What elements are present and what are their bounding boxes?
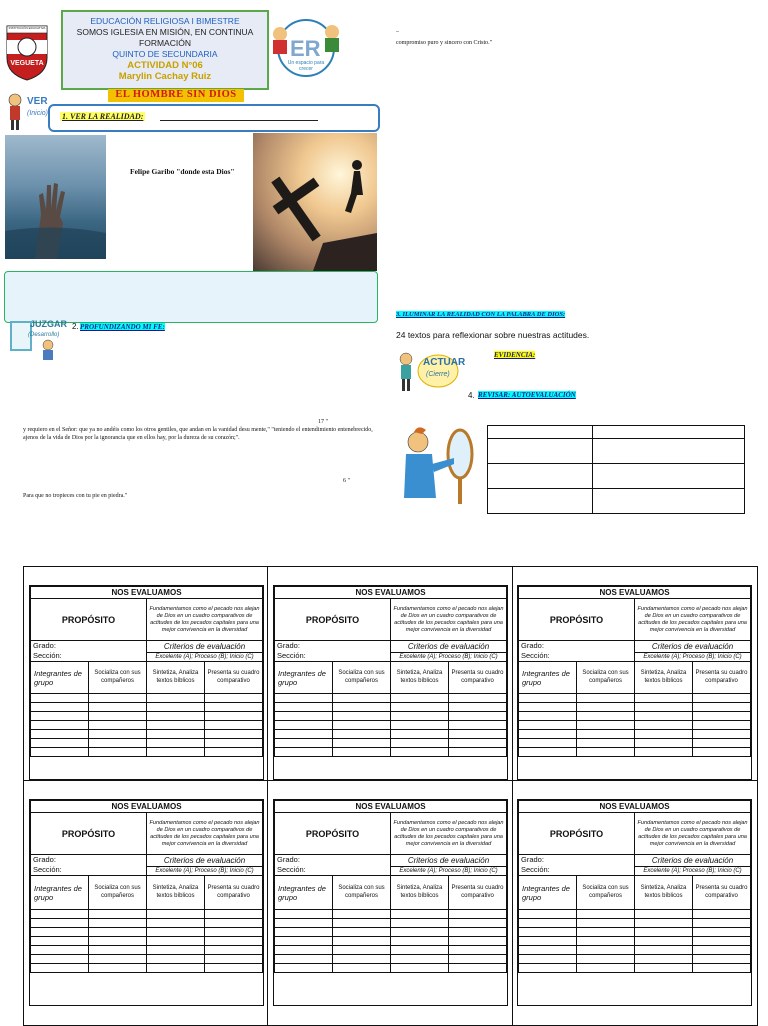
table-cell[interactable] xyxy=(488,464,593,489)
card-col-sintetiza: Sintetiza, Analiza textos bíblicos xyxy=(391,662,449,694)
table-cell[interactable] xyxy=(89,964,147,973)
table-cell[interactable] xyxy=(147,739,205,748)
table-cell[interactable] xyxy=(449,928,507,937)
table-cell[interactable] xyxy=(275,694,333,703)
table-cell[interactable] xyxy=(693,910,751,919)
table-cell[interactable] xyxy=(275,712,333,721)
card-grado-seccion[interactable]: Grado: Sección: xyxy=(519,855,635,876)
card-proposito: PROPÓSITO xyxy=(31,599,147,641)
table-cell[interactable] xyxy=(693,694,751,703)
table-cell[interactable] xyxy=(693,964,751,973)
horizontal-divider xyxy=(24,780,757,781)
table-cell[interactable] xyxy=(577,919,635,928)
table-cell[interactable] xyxy=(31,928,89,937)
table-cell[interactable] xyxy=(275,955,333,964)
card-fundamento: Fundamentamos como el pecado nos alejan de Dios en un cuadro comparativos de actitudes de los pecados capitales para una mejor convivencia en la diversidad xyxy=(391,599,507,641)
table-cell[interactable] xyxy=(89,712,147,721)
table-cell[interactable] xyxy=(333,937,391,946)
table-cell[interactable] xyxy=(391,712,449,721)
ephesians-text: y requiero en el Señor: que ya no andéis como los otros gentiles, que andan en la vanidad desu mente," "teniendo el entendimiento entenebrecido, ajenos de la vida de Dios por la ignorancia que en ellos hay, por la dureza de su corazón;". xyxy=(23,427,373,441)
table-cell[interactable] xyxy=(635,955,693,964)
table-cell[interactable] xyxy=(693,928,751,937)
table-cell[interactable] xyxy=(635,703,693,712)
table-cell[interactable] xyxy=(449,946,507,955)
table-cell[interactable] xyxy=(693,730,751,739)
table-cell[interactable] xyxy=(593,489,745,514)
revisar-label: REVISAR: AUTOEVALUACIÓN xyxy=(478,391,576,399)
table-cell[interactable] xyxy=(635,910,693,919)
header-teacher: Marylin Cachay Ruiz xyxy=(118,71,212,82)
table-cell[interactable] xyxy=(205,937,263,946)
table-cell[interactable] xyxy=(205,730,263,739)
table-cell[interactable] xyxy=(593,464,745,489)
table-cell[interactable] xyxy=(147,955,205,964)
table-cell[interactable] xyxy=(205,955,263,964)
table-cell[interactable] xyxy=(89,694,147,703)
table-cell[interactable] xyxy=(635,964,693,973)
table-cell[interactable] xyxy=(391,919,449,928)
table-cell[interactable] xyxy=(693,721,751,730)
card-grado-seccion[interactable]: Grado: Sección: xyxy=(31,855,147,876)
table-cell[interactable] xyxy=(577,703,635,712)
table-cell[interactable] xyxy=(147,748,205,757)
table-cell[interactable] xyxy=(333,739,391,748)
card-integrantes: Integrantes de grupo xyxy=(31,876,89,910)
table-cell[interactable] xyxy=(635,730,693,739)
card-criterios: Criterios de evaluación xyxy=(391,641,507,653)
table-cell[interactable] xyxy=(205,694,263,703)
right-top-text: compromiso puro y sincero con Cristo." xyxy=(396,40,493,46)
table-cell[interactable] xyxy=(333,928,391,937)
cross-image xyxy=(253,133,377,271)
evidencia-label: EVIDENCIA: xyxy=(494,351,536,359)
table-cell[interactable] xyxy=(577,937,635,946)
card-title: NOS EVALUAMOS xyxy=(275,587,507,599)
vertical-divider xyxy=(267,567,268,1025)
header-course: EDUCACIÓN RELIGIOSA I BIMESTRE xyxy=(90,16,240,26)
table-cell[interactable] xyxy=(519,703,577,712)
card-proposito: PROPÓSITO xyxy=(31,813,147,855)
table-cell[interactable] xyxy=(519,964,577,973)
card-integrantes: Integrantes de grupo xyxy=(275,662,333,694)
table-cell[interactable] xyxy=(333,748,391,757)
ver-answer-line[interactable] xyxy=(160,120,318,121)
table-cell[interactable] xyxy=(519,910,577,919)
table-cell[interactable] xyxy=(449,748,507,757)
table-cell[interactable] xyxy=(519,946,577,955)
table-cell[interactable] xyxy=(89,748,147,757)
evaluation-card xyxy=(273,585,508,780)
table-cell[interactable] xyxy=(147,712,205,721)
table-cell[interactable] xyxy=(31,703,89,712)
table-cell[interactable] xyxy=(275,937,333,946)
table-cell[interactable] xyxy=(577,712,635,721)
table-cell[interactable] xyxy=(577,748,635,757)
ver-character-icon: VER (Inicio) xyxy=(5,92,47,132)
header-grade: QUINTO DE SECUNDARIA xyxy=(112,49,218,59)
table-cell[interactable] xyxy=(577,946,635,955)
table-cell[interactable] xyxy=(519,955,577,964)
table-cell[interactable] xyxy=(275,730,333,739)
table-cell[interactable] xyxy=(147,946,205,955)
table-cell[interactable] xyxy=(488,426,593,439)
table-cell[interactable] xyxy=(635,748,693,757)
table-cell[interactable] xyxy=(205,910,263,919)
table-cell[interactable] xyxy=(89,928,147,937)
evaluation-card xyxy=(29,799,264,1006)
card-escala: Excelente (A); Proceso (B); Inicio (C) xyxy=(147,867,263,876)
table-cell[interactable] xyxy=(635,694,693,703)
card-col-presenta: Presenta su cuadro comparativo xyxy=(693,876,751,910)
table-cell[interactable] xyxy=(333,703,391,712)
mirror-image xyxy=(396,418,478,514)
table-cell[interactable] xyxy=(519,721,577,730)
card-col-socializa: Socializa con sus compañeros xyxy=(333,876,391,910)
card-criterios: Criterios de evaluación xyxy=(147,855,263,867)
table-cell[interactable] xyxy=(519,712,577,721)
table-cell[interactable] xyxy=(31,946,89,955)
card-criterios: Criterios de evaluación xyxy=(391,855,507,867)
table-cell[interactable] xyxy=(693,703,751,712)
table-cell[interactable] xyxy=(449,919,507,928)
answer-box[interactable] xyxy=(4,271,378,323)
header-unit: SOMOS IGLESIA EN MISIÓN, EN CONTINUA xyxy=(76,27,254,37)
table-cell[interactable] xyxy=(31,955,89,964)
card-title: NOS EVALUAMOS xyxy=(31,801,263,813)
table-cell[interactable] xyxy=(519,919,577,928)
card-escala: Excelente (A); Proceso (B); Inicio (C) xyxy=(391,867,507,876)
table-cell[interactable] xyxy=(205,721,263,730)
table-cell[interactable] xyxy=(205,748,263,757)
table-cell[interactable] xyxy=(391,748,449,757)
table-cell[interactable] xyxy=(333,955,391,964)
table-cell[interactable] xyxy=(205,919,263,928)
card-title: NOS EVALUAMOS xyxy=(31,587,263,599)
table-cell[interactable] xyxy=(577,730,635,739)
table-cell[interactable] xyxy=(635,928,693,937)
table-cell[interactable] xyxy=(449,694,507,703)
card-criterios: Criterios de evaluación xyxy=(635,855,751,867)
card-col-sintetiza: Sintetiza, Analiza textos bíblicos xyxy=(147,662,205,694)
table-cell[interactable] xyxy=(205,964,263,973)
card-col-presenta: Presenta su cuadro comparativo xyxy=(205,876,263,910)
table-cell[interactable] xyxy=(519,748,577,757)
card-escala: Excelente (A); Proceso (B); Inicio (C) xyxy=(635,867,751,876)
evidencia-table xyxy=(487,425,745,513)
table-cell[interactable] xyxy=(147,928,205,937)
table-cell[interactable] xyxy=(577,739,635,748)
activity-header xyxy=(61,10,269,90)
table-cell[interactable] xyxy=(391,721,449,730)
card-col-socializa: Socializa con sus compañeros xyxy=(89,662,147,694)
table-cell[interactable] xyxy=(31,937,89,946)
table-cell[interactable] xyxy=(31,730,89,739)
card-fundamento: Fundamentamos como el pecado nos alejan de Dios en un cuadro comparativos de actitudes de los pecados capitales para una mejor convivencia en la diversidad xyxy=(635,599,751,641)
card-col-presenta: Presenta su cuadro comparativo xyxy=(449,662,507,694)
table-cell[interactable] xyxy=(147,919,205,928)
table-cell[interactable] xyxy=(89,919,147,928)
card-proposito: PROPÓSITO xyxy=(519,599,635,641)
table-cell[interactable] xyxy=(333,694,391,703)
table-cell[interactable] xyxy=(31,739,89,748)
table-cell[interactable] xyxy=(333,919,391,928)
table-cell[interactable] xyxy=(333,946,391,955)
table-cell[interactable] xyxy=(577,910,635,919)
juzgar-label: PROFUNDIZANDO MI FE: xyxy=(80,323,165,331)
card-title: NOS EVALUAMOS xyxy=(519,587,751,599)
iluminar-label: 3. ILUMINAR LA REALIDAD CON LA PALABRA DE DIOS: xyxy=(396,311,566,318)
table-cell[interactable] xyxy=(519,730,577,739)
table-cell[interactable] xyxy=(593,426,745,439)
table-cell[interactable] xyxy=(89,910,147,919)
table-cell[interactable] xyxy=(577,964,635,973)
table-cell[interactable] xyxy=(449,955,507,964)
card-title: NOS EVALUAMOS xyxy=(275,801,507,813)
er-logo-icon: ER Un espacio para crecer xyxy=(266,14,346,80)
table-cell[interactable] xyxy=(519,694,577,703)
table-cell[interactable] xyxy=(31,694,89,703)
card-col-sintetiza: Sintetiza, Analiza textos bíblicos xyxy=(147,876,205,910)
card-proposito: PROPÓSITO xyxy=(275,599,391,641)
table-cell[interactable] xyxy=(488,439,593,464)
table-cell[interactable] xyxy=(205,739,263,748)
ephesians-verse: 17 " xyxy=(318,419,328,425)
table-cell[interactable] xyxy=(635,919,693,928)
card-escala: Excelente (A); Proceso (B); Inicio (C) xyxy=(147,653,263,662)
table-cell[interactable] xyxy=(205,703,263,712)
table-cell[interactable] xyxy=(275,919,333,928)
card-proposito: PROPÓSITO xyxy=(275,813,391,855)
table-cell[interactable] xyxy=(391,937,449,946)
table-cell[interactable] xyxy=(89,955,147,964)
table-cell[interactable] xyxy=(391,946,449,955)
header-unit-cont: FORMACIÓN xyxy=(139,38,191,48)
table-cell[interactable] xyxy=(391,955,449,964)
page-title: EL HOMBRE SIN DIOS xyxy=(108,89,244,102)
table-cell[interactable] xyxy=(275,721,333,730)
table-cell[interactable] xyxy=(519,937,577,946)
table-cell[interactable] xyxy=(519,739,577,748)
table-cell[interactable] xyxy=(391,694,449,703)
card-col-presenta: Presenta su cuadro comparativo xyxy=(693,662,751,694)
table-cell[interactable] xyxy=(635,946,693,955)
table-cell[interactable] xyxy=(147,937,205,946)
table-cell[interactable] xyxy=(275,964,333,973)
table-cell[interactable] xyxy=(147,694,205,703)
card-integrantes: Integrantes de grupo xyxy=(519,662,577,694)
card-proposito: PROPÓSITO xyxy=(519,813,635,855)
table-cell[interactable] xyxy=(333,910,391,919)
table-cell[interactable] xyxy=(693,712,751,721)
card-col-sintetiza: Sintetiza, Analiza textos bíblicos xyxy=(391,876,449,910)
card-integrantes: Integrantes de grupo xyxy=(275,876,333,910)
table-cell[interactable] xyxy=(205,946,263,955)
table-cell[interactable] xyxy=(89,703,147,712)
card-escala: Excelente (A); Proceso (B); Inicio (C) xyxy=(391,653,507,662)
card-integrantes: Integrantes de grupo xyxy=(519,876,577,910)
card-col-sintetiza: Sintetiza, Analiza textos bíblicos xyxy=(635,876,693,910)
table-cell[interactable] xyxy=(275,946,333,955)
table-cell[interactable] xyxy=(593,439,745,464)
card-col-presenta: Presenta su cuadro comparativo xyxy=(449,876,507,910)
table-cell[interactable] xyxy=(89,946,147,955)
table-cell[interactable] xyxy=(147,703,205,712)
card-integrantes: Integrantes de grupo xyxy=(31,662,89,694)
table-cell[interactable] xyxy=(275,703,333,712)
juzgar-number: 2. xyxy=(72,322,79,331)
psalm-text: Para que no tropieces con tu pie en piedra." xyxy=(23,493,128,499)
card-grado-seccion[interactable]: Grado: Sección: xyxy=(31,641,147,662)
table-cell[interactable] xyxy=(31,721,89,730)
card-grado-seccion[interactable]: Grado: Sección: xyxy=(275,641,391,662)
table-cell[interactable] xyxy=(89,937,147,946)
table-cell[interactable] xyxy=(333,964,391,973)
table-cell[interactable] xyxy=(31,910,89,919)
table-cell[interactable] xyxy=(391,703,449,712)
table-cell[interactable] xyxy=(449,703,507,712)
card-grado-seccion[interactable]: Grado: Sección: xyxy=(519,641,635,662)
table-cell[interactable] xyxy=(391,964,449,973)
table-cell[interactable] xyxy=(147,910,205,919)
card-escala: Excelente (A); Proceso (B); Inicio (C) xyxy=(635,653,751,662)
table-cell[interactable] xyxy=(147,730,205,739)
table-cell[interactable] xyxy=(693,748,751,757)
table-cell[interactable] xyxy=(89,721,147,730)
card-fundamento: Fundamentamos como el pecado nos alejan de Dios en un cuadro comparativos de actitudes de los pecados capitales para una mejor convivencia en la diversidad xyxy=(635,813,751,855)
vertical-divider xyxy=(512,567,513,1025)
actuar-character-icon: ACTUAR (Cierre) xyxy=(396,349,460,395)
header-activity: ACTIVIDAD N°06 xyxy=(127,60,203,71)
card-col-socializa: Socializa con sus compañeros xyxy=(89,876,147,910)
table-cell[interactable] xyxy=(391,730,449,739)
table-cell[interactable] xyxy=(577,721,635,730)
card-col-sintetiza: Sintetiza, Analiza textos bíblicos xyxy=(635,662,693,694)
table-cell[interactable] xyxy=(89,739,147,748)
felipe-caption: Felipe Garibo "donde esta Dios" xyxy=(130,167,235,176)
table-cell[interactable] xyxy=(391,739,449,748)
table-cell[interactable] xyxy=(147,964,205,973)
card-criterios: Criterios de evaluación xyxy=(635,641,751,653)
iluminar-text: 24 textos para reflexionar sobre nuestras actitudes. xyxy=(396,330,590,340)
right-dash: – xyxy=(396,29,399,35)
card-criterios: Criterios de evaluación xyxy=(147,641,263,653)
revisar-number: 4. xyxy=(468,391,475,400)
table-cell[interactable] xyxy=(333,730,391,739)
card-fundamento: Fundamentamos como el pecado nos alejan de Dios en un cuadro comparativos de actitudes de los pecados capitales para una mejor convivencia en la diversidad xyxy=(391,813,507,855)
school-shield-icon: INSTITUCIÓN EDUCATIVA VEGUETA xyxy=(4,22,50,82)
table-cell[interactable] xyxy=(31,712,89,721)
table-cell[interactable] xyxy=(333,712,391,721)
table-cell[interactable] xyxy=(205,712,263,721)
table-cell[interactable] xyxy=(519,928,577,937)
table-cell[interactable] xyxy=(635,712,693,721)
evaluation-card xyxy=(517,799,752,1006)
table-cell[interactable] xyxy=(275,928,333,937)
table-cell[interactable] xyxy=(577,928,635,937)
juzgar-character-icon: JUZGAR (Desarrollo) xyxy=(8,317,64,363)
card-grado-seccion[interactable]: Grado: Sección: xyxy=(275,855,391,876)
table-cell[interactable] xyxy=(449,910,507,919)
table-cell[interactable] xyxy=(31,919,89,928)
evaluation-card xyxy=(29,585,264,780)
table-cell[interactable] xyxy=(635,739,693,748)
table-cell[interactable] xyxy=(693,955,751,964)
card-col-socializa: Socializa con sus compañeros xyxy=(577,662,635,694)
evaluation-card xyxy=(273,799,508,1006)
card-fundamento: Fundamentamos como el pecado nos alejan de Dios en un cuadro comparativos de actitudes de los pecados capitales para una mejor convivencia en la diversidad xyxy=(147,813,263,855)
ver-realidad-label: 1. VER LA REALIDAD: xyxy=(62,112,144,121)
table-cell[interactable] xyxy=(391,910,449,919)
table-cell[interactable] xyxy=(449,712,507,721)
table-cell[interactable] xyxy=(449,964,507,973)
table-cell[interactable] xyxy=(449,937,507,946)
table-cell[interactable] xyxy=(635,937,693,946)
table-cell[interactable] xyxy=(635,721,693,730)
table-cell[interactable] xyxy=(693,946,751,955)
table-cell[interactable] xyxy=(275,748,333,757)
table-cell[interactable] xyxy=(275,910,333,919)
table-cell[interactable] xyxy=(488,489,593,514)
card-fundamento: Fundamentamos como el pecado nos alejan de Dios en un cuadro comparativos de actitudes de los pecados capitales para una mejor convivencia en la diversidad xyxy=(147,599,263,641)
table-cell[interactable] xyxy=(333,721,391,730)
table-cell[interactable] xyxy=(89,730,147,739)
table-cell[interactable] xyxy=(577,694,635,703)
table-cell[interactable] xyxy=(31,748,89,757)
table-cell[interactable] xyxy=(693,937,751,946)
drowning-hand-image xyxy=(5,135,106,259)
table-cell[interactable] xyxy=(449,730,507,739)
card-col-presenta: Presenta su cuadro comparativo xyxy=(205,662,263,694)
card-title: NOS EVALUAMOS xyxy=(519,801,751,813)
evaluation-card xyxy=(517,585,752,780)
table-cell[interactable] xyxy=(577,955,635,964)
table-cell[interactable] xyxy=(449,739,507,748)
table-cell[interactable] xyxy=(31,964,89,973)
table-cell[interactable] xyxy=(693,919,751,928)
table-cell[interactable] xyxy=(449,721,507,730)
card-col-socializa: Socializa con sus compañeros xyxy=(577,876,635,910)
table-cell[interactable] xyxy=(391,928,449,937)
psalm-verse: 6 " xyxy=(343,478,350,484)
table-cell[interactable] xyxy=(205,928,263,937)
table-cell[interactable] xyxy=(693,739,751,748)
table-cell[interactable] xyxy=(147,721,205,730)
table-cell[interactable] xyxy=(275,739,333,748)
card-col-socializa: Socializa con sus compañeros xyxy=(333,662,391,694)
